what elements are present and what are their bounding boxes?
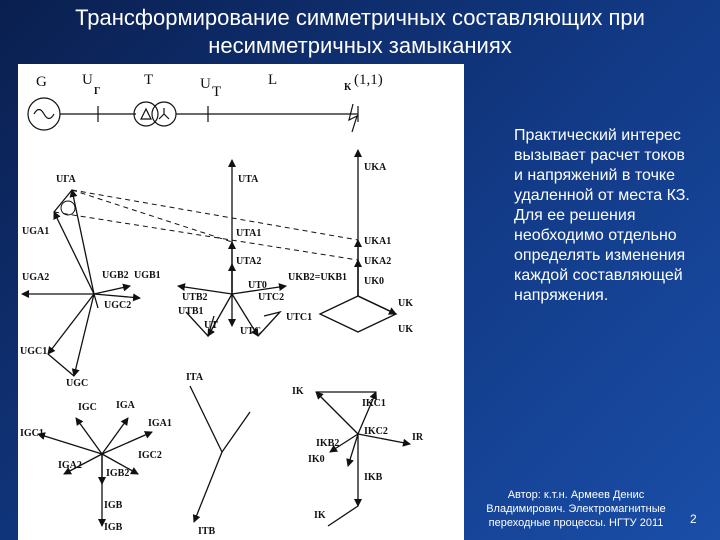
label-iga1: IGA1 — [148, 418, 172, 429]
vector-igc1 — [38, 434, 102, 454]
label-ugb1: UGB1 — [134, 270, 161, 281]
author-credit: Автор: к.т.н. Армеев Денис Владимирович. Электромагнитные переходные процессы. НГТУ 2011 — [486, 489, 666, 529]
vector-ik1 — [316, 392, 358, 434]
page-number: 2 — [690, 512, 697, 526]
label-ug-sub: Г — [94, 86, 101, 97]
label-uk-eq: UKB2=UKB1 — [288, 272, 348, 283]
label-uta2: UTA2 — [236, 256, 262, 267]
uk-triangle — [320, 296, 396, 332]
label-igb: IGB — [104, 500, 123, 511]
label-igc2: IGC2 — [138, 450, 162, 461]
label-uka1: UKA1 — [364, 236, 392, 247]
description-text: Практический интерес вызывает расчет токов и напряжений в точке удаленной от места КЗ. Для ее решения необходимо отдельно определять изменения каждой составляющей напряжения. — [514, 127, 690, 304]
label-ikb2: IKB2 — [316, 438, 340, 449]
label-ik0: IK0 — [308, 454, 325, 465]
dash-a2 — [54, 212, 358, 260]
vector-uga — [72, 190, 94, 294]
vector-ugc2 — [94, 294, 98, 308]
label-utc1: UTC1 — [286, 312, 313, 323]
label-ugc2: UGC2 — [104, 300, 132, 311]
label-igb-top: IGA — [116, 400, 135, 411]
transformer-winding-1 — [134, 102, 158, 126]
slide-title — [0, 4, 720, 60]
label-igb-alt: IGB — [104, 522, 123, 533]
label-ir: IR — [412, 432, 424, 443]
label-ukc: UK — [398, 324, 413, 335]
transfer-lines — [54, 190, 358, 260]
label-g: G — [36, 74, 47, 90]
uga-mark — [61, 201, 75, 215]
label-uka2: UKA2 — [364, 256, 392, 267]
vector-diagram-svg — [18, 64, 464, 540]
label-ikc1: IKC1 — [362, 398, 386, 409]
label-ikc2: IKC2 — [364, 426, 388, 437]
label-ut: U — [200, 76, 211, 92]
title-line-2: несимметричных замыканиях — [208, 33, 512, 58]
dash-a3 — [72, 190, 232, 242]
label-utc2: UTC2 — [258, 292, 285, 303]
label-ikb: IKB — [364, 472, 383, 483]
voltage-vectors — [22, 150, 396, 376]
label-ugc: UGC — [66, 378, 89, 389]
vector-uga2 — [94, 286, 130, 294]
label-igb2: IGB2 — [106, 468, 130, 479]
label-ut: UT — [204, 320, 218, 331]
label-uk0: UK0 — [364, 276, 384, 287]
label-uga: UГА — [56, 174, 76, 185]
vector-itb — [190, 386, 222, 522]
vector-ukb — [358, 296, 396, 314]
label-utb1: UTB1 — [178, 306, 204, 317]
label-uka: UKA — [364, 162, 387, 173]
sine-icon — [34, 110, 54, 119]
vector-ita — [222, 412, 250, 452]
label-uta1: UTA1 — [236, 228, 262, 239]
label-itb: ITB — [198, 526, 216, 537]
label-ugc1: UGC1 — [20, 346, 48, 357]
label-uta: UTA — [238, 174, 259, 185]
vector-diagram-figure — [18, 64, 464, 540]
label-ugb2: UGA2 — [22, 272, 50, 283]
dash-a1 — [72, 190, 358, 240]
label-k: К — [344, 82, 352, 93]
label-uga1: UGA1 — [22, 226, 50, 237]
fault-lightning-icon — [349, 104, 357, 132]
label-iga2: IGA2 — [58, 460, 82, 471]
label-utb2: UTB2 — [182, 292, 208, 303]
label-t: T — [144, 72, 154, 88]
label-k-type: (1,1) — [354, 72, 383, 88]
label-ik1: IK — [292, 386, 304, 397]
label-l: L — [268, 72, 278, 88]
delta-icon — [141, 109, 151, 119]
wye-icon — [159, 108, 169, 119]
label-ita: ITA — [186, 372, 204, 383]
label-ug: U — [82, 72, 93, 88]
label-ut-sub: T — [212, 84, 222, 100]
vector-igc — [76, 418, 102, 454]
vector-ugb1 — [94, 294, 140, 298]
label-uga2: UGB2 — [102, 270, 129, 281]
vector-uga1 — [54, 212, 94, 294]
circuit-schematic — [28, 98, 358, 132]
title-line-1: Трансформирование симметричных составляющих при — [75, 5, 645, 30]
label-iga: IGC — [78, 402, 97, 413]
label-ut0: UT0 — [248, 280, 267, 291]
label-ukb: UK — [398, 298, 413, 309]
label-igc1: IGC1 — [20, 428, 44, 439]
label-ik: IK — [314, 510, 326, 521]
label-utc: UTC — [240, 326, 262, 337]
